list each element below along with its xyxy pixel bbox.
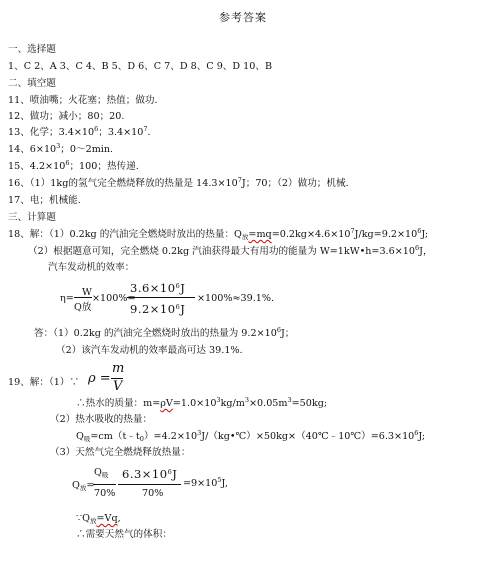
answer-13: 13、化学；$3.4\times 10^6$；$3.4\times 10^7$. bbox=[8, 125, 151, 138]
q18-answer-1: 答：（1）0.2kg 的汽油完全燃烧时放出的热量为 $9.2\times 10^6J$； bbox=[34, 326, 295, 339]
q18-line-2: （2）根据题意可知，完全燃烧 0.2kg 汽油获得最大有用功的能量为 $W=1kW•h=3.6\times 10^6J$， bbox=[28, 244, 433, 257]
q18-line-3: 汽车发动机的效率： bbox=[48, 262, 135, 273]
section-heading-choice: 一、选择题 bbox=[8, 44, 56, 55]
answer-16: 16、（1）1kg的氢气完全燃烧释放的热量是 $14.3\times 10^7J$；70；（2）做功；机械. bbox=[8, 176, 349, 189]
q19-line-5: （3）天然气完全燃烧释放热量： bbox=[50, 447, 191, 458]
page-title: 参考答案 bbox=[219, 11, 267, 24]
section-heading-calc: 三、计算题 bbox=[8, 212, 56, 223]
q19-line-2: ∴热水的质量：$m=\rho V=1.0\times 10^3kg/m^3\times 0.05m^3=50kg$; bbox=[76, 396, 328, 409]
choice-answers: 1、C 2、A 3、C 4、B 5、D 6、C 7、D 8、C 9、D 10、B bbox=[8, 61, 272, 72]
q18-line-1: 18、解：（1）0.2kg 的汽油完全燃烧时放出的热量：$Q_放=mq=0.2kg\times 4.6\times 10^7J/kg=9.2\times 10^6J$; bbox=[8, 227, 429, 241]
section-heading-fill: 二、填空题 bbox=[8, 78, 56, 89]
q19-line-3: （2）热水吸收的热量： bbox=[50, 414, 153, 425]
answer-15: 15、$4.2\times 10^6$；100；热传递. bbox=[8, 159, 139, 172]
q19-line-8: ∴需要天然气的体积： bbox=[76, 529, 172, 540]
answer-14: 14、$6\times 10^3$；0～2min. bbox=[8, 142, 114, 155]
q19-line-7: $\because Q_放=Vq$, bbox=[76, 513, 121, 525]
q19-line-4: $Q_吸=cm(t﹣t_0)=4.2\times 10^3J/(kg•℃)\times 50kg\times(40℃﹣10℃)=6.3\times 10^6J$; bbox=[76, 429, 426, 443]
answer-12: 12、做功；减小；80；20. bbox=[8, 111, 125, 122]
q18-answer-2: （2）该汽车发动机的效率最高可达 39.1%. bbox=[56, 345, 243, 356]
answer-17: 17、电；机械能. bbox=[8, 195, 81, 206]
answer-11: 11、喷油嘴；火花塞；热值；做功． bbox=[8, 95, 165, 106]
